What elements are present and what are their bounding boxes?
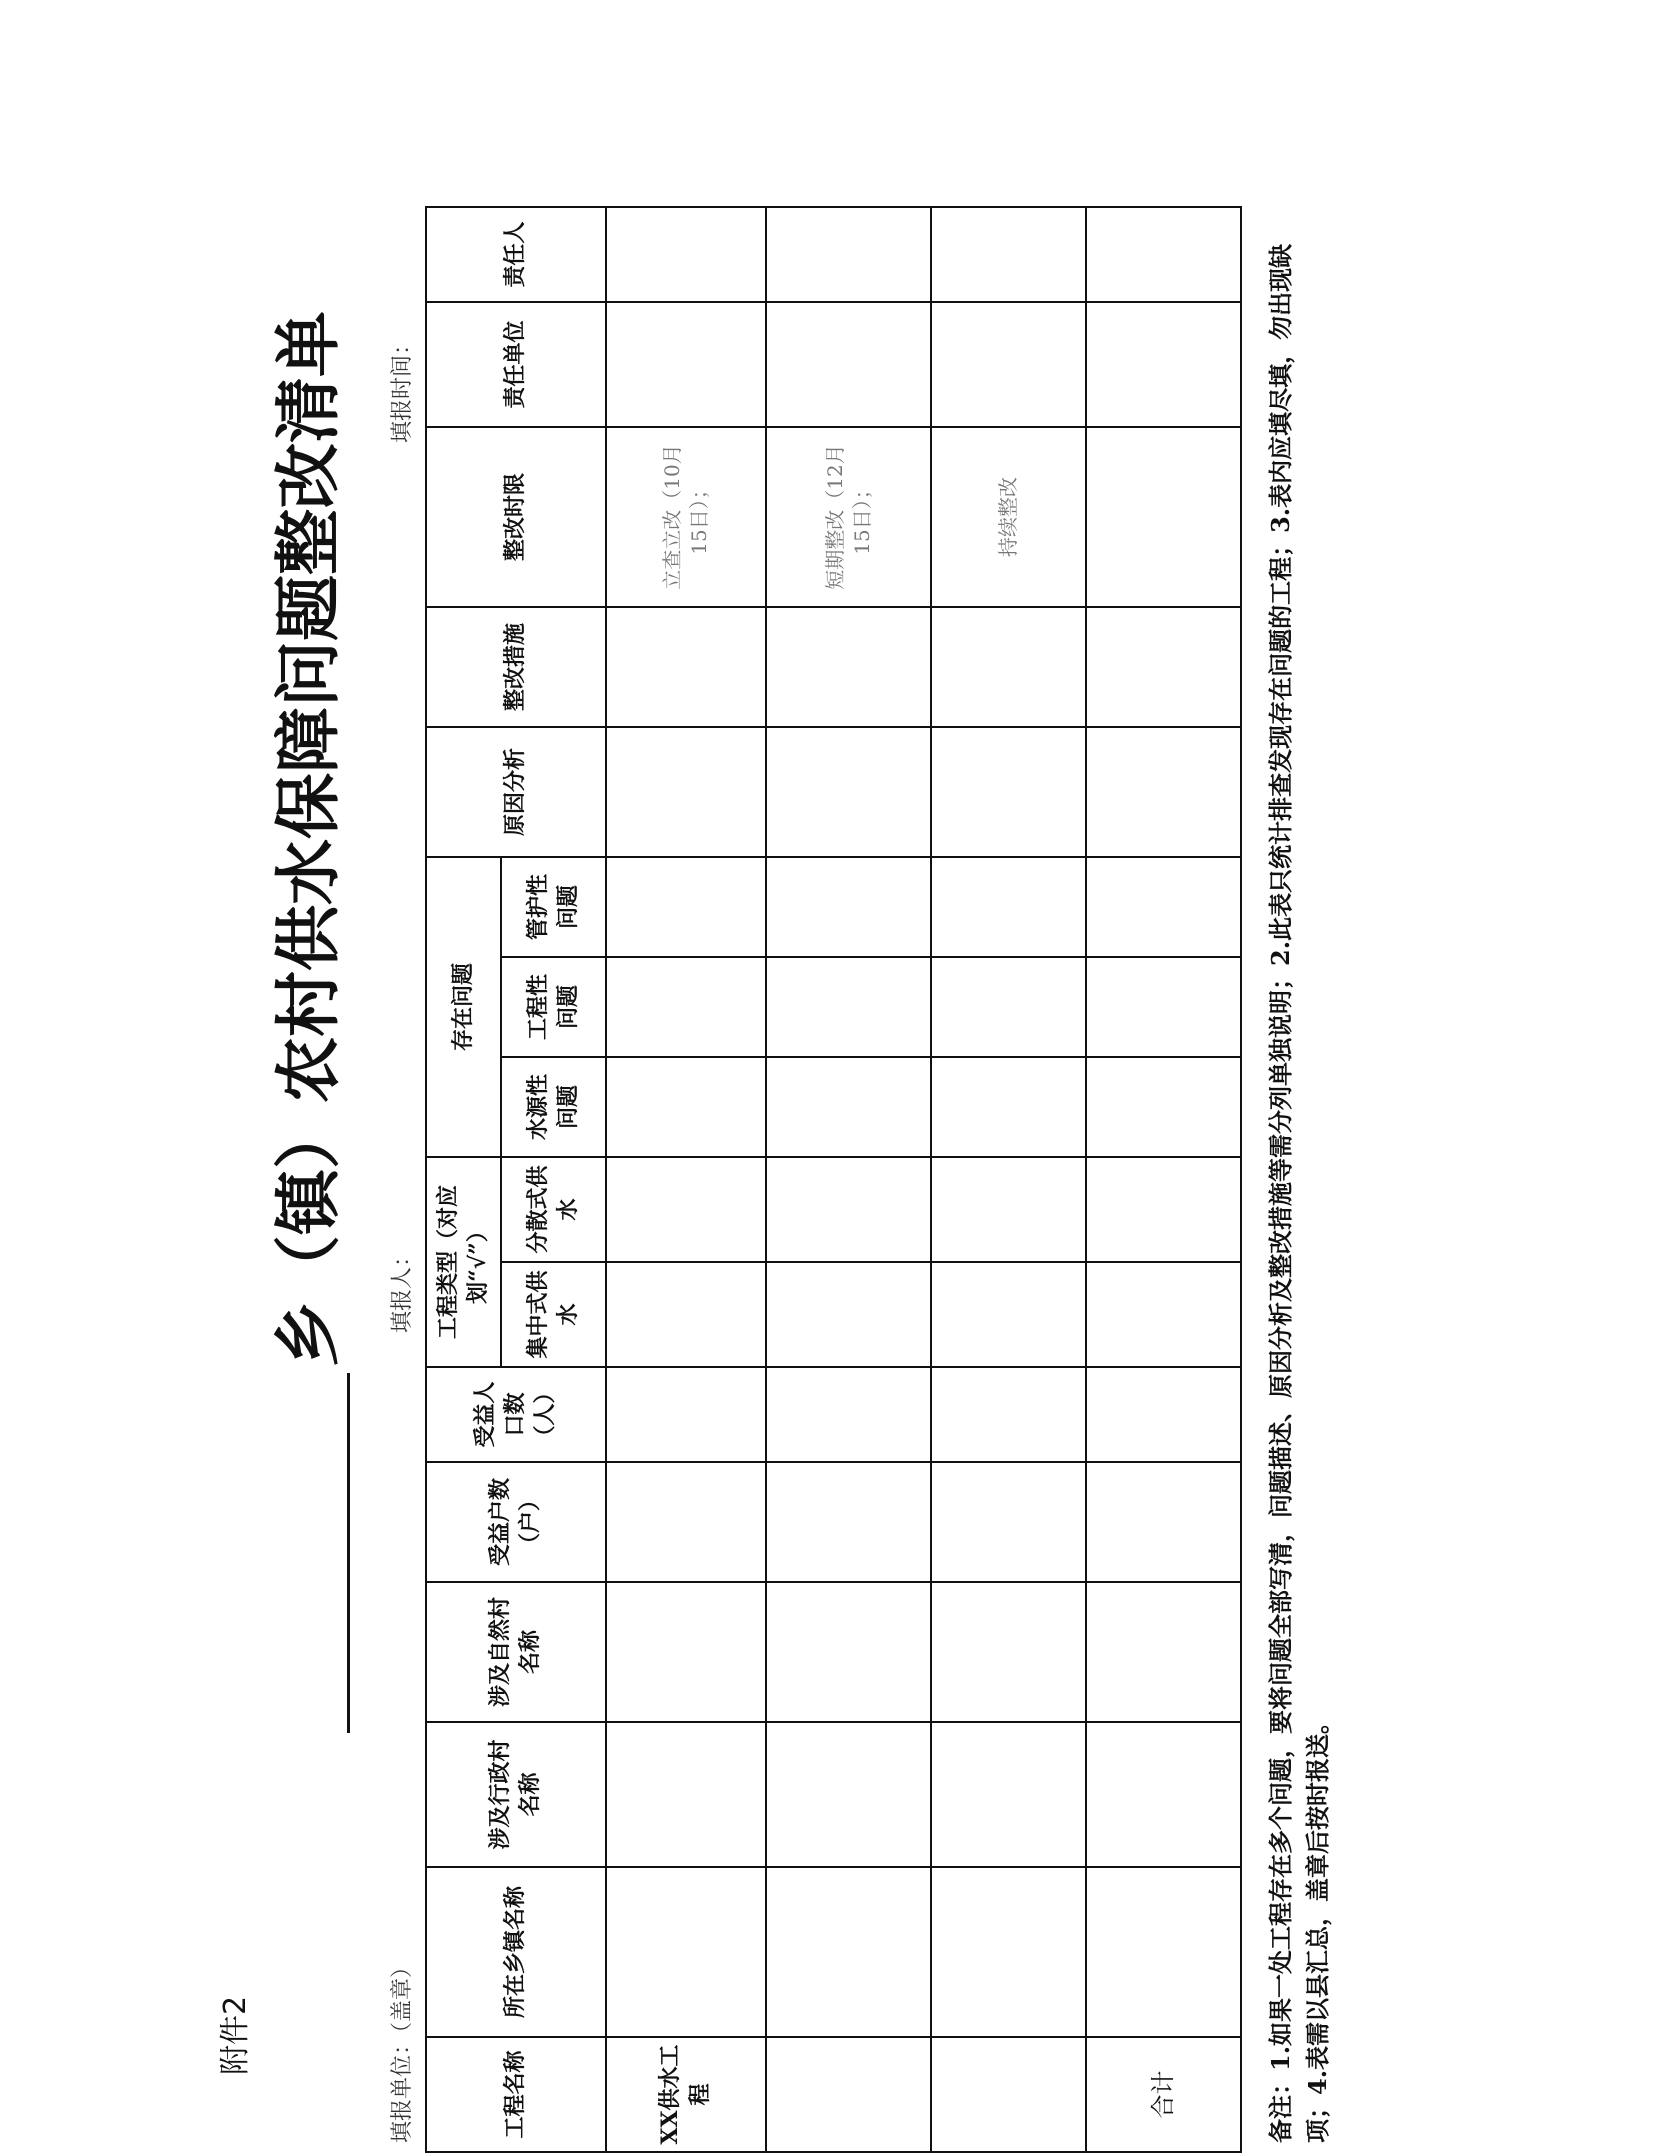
row-cell[interactable] bbox=[766, 1157, 931, 1262]
title-text: 乡（镇）农村供水保障问题整改清单 bbox=[269, 311, 347, 1367]
document-title bbox=[255, 33, 350, 1733]
row-cell[interactable] bbox=[931, 1462, 1086, 1582]
row-cell[interactable] bbox=[1086, 302, 1241, 427]
header-resp-person: 责任人 bbox=[426, 207, 606, 302]
row-cell[interactable] bbox=[931, 957, 1086, 1057]
row-cell[interactable] bbox=[766, 1867, 931, 2037]
row-deadline[interactable]: 持续整改 bbox=[931, 427, 1086, 607]
row-cell[interactable] bbox=[931, 1582, 1086, 1722]
row-cell[interactable] bbox=[606, 957, 766, 1057]
row-cell[interactable] bbox=[931, 1867, 1086, 2037]
table-row bbox=[766, 207, 931, 2152]
row-cell[interactable] bbox=[766, 727, 931, 857]
header-issues: 存在问题 bbox=[426, 857, 501, 1157]
row-cell[interactable] bbox=[1086, 857, 1241, 957]
row-cell[interactable] bbox=[931, 607, 1086, 727]
row-cell[interactable] bbox=[1086, 207, 1241, 302]
row-cell[interactable] bbox=[766, 207, 931, 302]
row-cell[interactable] bbox=[606, 1722, 766, 1867]
row-cell[interactable] bbox=[931, 857, 1086, 957]
row-cell[interactable] bbox=[606, 1582, 766, 1722]
header-cause: 原因分析 bbox=[426, 727, 606, 857]
row-cell[interactable] bbox=[766, 1462, 931, 1582]
row-cell[interactable] bbox=[606, 302, 766, 427]
header-project-name: 工程名称 bbox=[426, 2037, 606, 2152]
row-cell[interactable] bbox=[766, 857, 931, 957]
table-row bbox=[606, 207, 766, 2152]
row-cell[interactable] bbox=[606, 1262, 766, 1367]
header-water-source: 水源性问题 bbox=[501, 1057, 606, 1157]
footnote-remarks: 备注：1.如果一处工程存在多个问题，要将问题全部写清，问题描述、原因分析及整改措施等需分列单独说明；2.此表只统计排查发现存在问题的工程；3.表内应填尽填，勿出现缺项；4.表需以县汇总，盖章后按时报送。 bbox=[1266, 243, 1333, 2143]
row-cell[interactable] bbox=[766, 607, 931, 727]
row-cell[interactable] bbox=[1086, 727, 1241, 857]
row-project-name[interactable] bbox=[766, 2037, 931, 2152]
rectification-table bbox=[425, 206, 1242, 2153]
row-cell[interactable] bbox=[1086, 1867, 1241, 2037]
row-cell[interactable] bbox=[766, 1367, 931, 1462]
row-cell[interactable] bbox=[1086, 1057, 1241, 1157]
header-households: 受益户数（户） bbox=[426, 1462, 606, 1582]
header-row-1 bbox=[426, 207, 501, 2152]
row-cell[interactable] bbox=[1086, 607, 1241, 727]
row-cell[interactable] bbox=[606, 1867, 766, 2037]
row-cell[interactable] bbox=[766, 1582, 931, 1722]
row-cell[interactable] bbox=[766, 1262, 931, 1367]
fill-person-label: 填报人： bbox=[390, 1244, 415, 1333]
header-project-type: 工程类型（对应划“√”） bbox=[426, 1157, 501, 1367]
row-cell[interactable] bbox=[766, 1722, 931, 1867]
row-cell[interactable] bbox=[1086, 1262, 1241, 1367]
row-cell[interactable] bbox=[931, 1157, 1086, 1262]
header-decentralized: 分散式供水 bbox=[501, 1157, 606, 1262]
table-row bbox=[931, 207, 1086, 2152]
row-cell[interactable] bbox=[766, 302, 931, 427]
row-cell[interactable] bbox=[606, 1157, 766, 1262]
table-row bbox=[1086, 207, 1241, 2152]
row-deadline[interactable] bbox=[1086, 427, 1241, 607]
row-cell[interactable] bbox=[606, 857, 766, 957]
header-admin-village: 涉及行政村名称 bbox=[426, 1722, 606, 1867]
row-cell[interactable] bbox=[766, 957, 931, 1057]
row-cell[interactable] bbox=[1086, 1582, 1241, 1722]
header-measures: 整改措施 bbox=[426, 607, 606, 727]
row-cell[interactable] bbox=[931, 1262, 1086, 1367]
row-total-label: 合计 bbox=[1086, 2037, 1241, 2152]
row-cell[interactable] bbox=[606, 1367, 766, 1462]
row-cell[interactable] bbox=[606, 207, 766, 302]
header-management: 管护性问题 bbox=[501, 857, 606, 957]
row-project-name[interactable]: XX供水工程 bbox=[606, 2037, 766, 2152]
header-centralized: 集中式供水 bbox=[501, 1262, 606, 1367]
row-cell[interactable] bbox=[606, 727, 766, 857]
header-engineering: 工程性问题 bbox=[501, 957, 606, 1057]
row-cell[interactable] bbox=[1086, 957, 1241, 1057]
fill-unit-label: 填报单位：（盖章） bbox=[390, 1955, 415, 2143]
header-resp-unit: 责任单位 bbox=[426, 302, 606, 427]
row-cell[interactable] bbox=[1086, 1157, 1241, 1262]
row-cell[interactable] bbox=[1086, 1722, 1241, 1867]
attachment-label: 附件2 bbox=[218, 1995, 253, 2075]
header-township: 所在乡镇名称 bbox=[426, 1867, 606, 2037]
row-cell[interactable] bbox=[931, 727, 1086, 857]
row-deadline[interactable]: 立查立改（10月15日）； bbox=[606, 427, 766, 607]
row-cell[interactable] bbox=[931, 302, 1086, 427]
row-cell[interactable] bbox=[606, 607, 766, 727]
fill-time-label: 填报时间： bbox=[390, 332, 415, 443]
row-cell[interactable] bbox=[931, 1367, 1086, 1462]
row-cell[interactable] bbox=[606, 1462, 766, 1582]
row-cell[interactable] bbox=[931, 207, 1086, 302]
row-cell[interactable] bbox=[931, 1057, 1086, 1157]
header-deadline: 整改时限 bbox=[426, 427, 606, 607]
title-blank-line bbox=[287, 1373, 350, 1733]
row-deadline[interactable]: 短期整改（12月15日）； bbox=[766, 427, 931, 607]
row-cell[interactable] bbox=[766, 1057, 931, 1157]
row-cell[interactable] bbox=[931, 1722, 1086, 1867]
row-cell[interactable] bbox=[1086, 1367, 1241, 1462]
header-natural-village: 涉及自然村名称 bbox=[426, 1582, 606, 1722]
header-population: 受益人口数（人） bbox=[426, 1367, 606, 1462]
row-project-name[interactable] bbox=[931, 2037, 1086, 2152]
row-cell[interactable] bbox=[1086, 1462, 1241, 1582]
row-cell[interactable] bbox=[606, 1057, 766, 1157]
